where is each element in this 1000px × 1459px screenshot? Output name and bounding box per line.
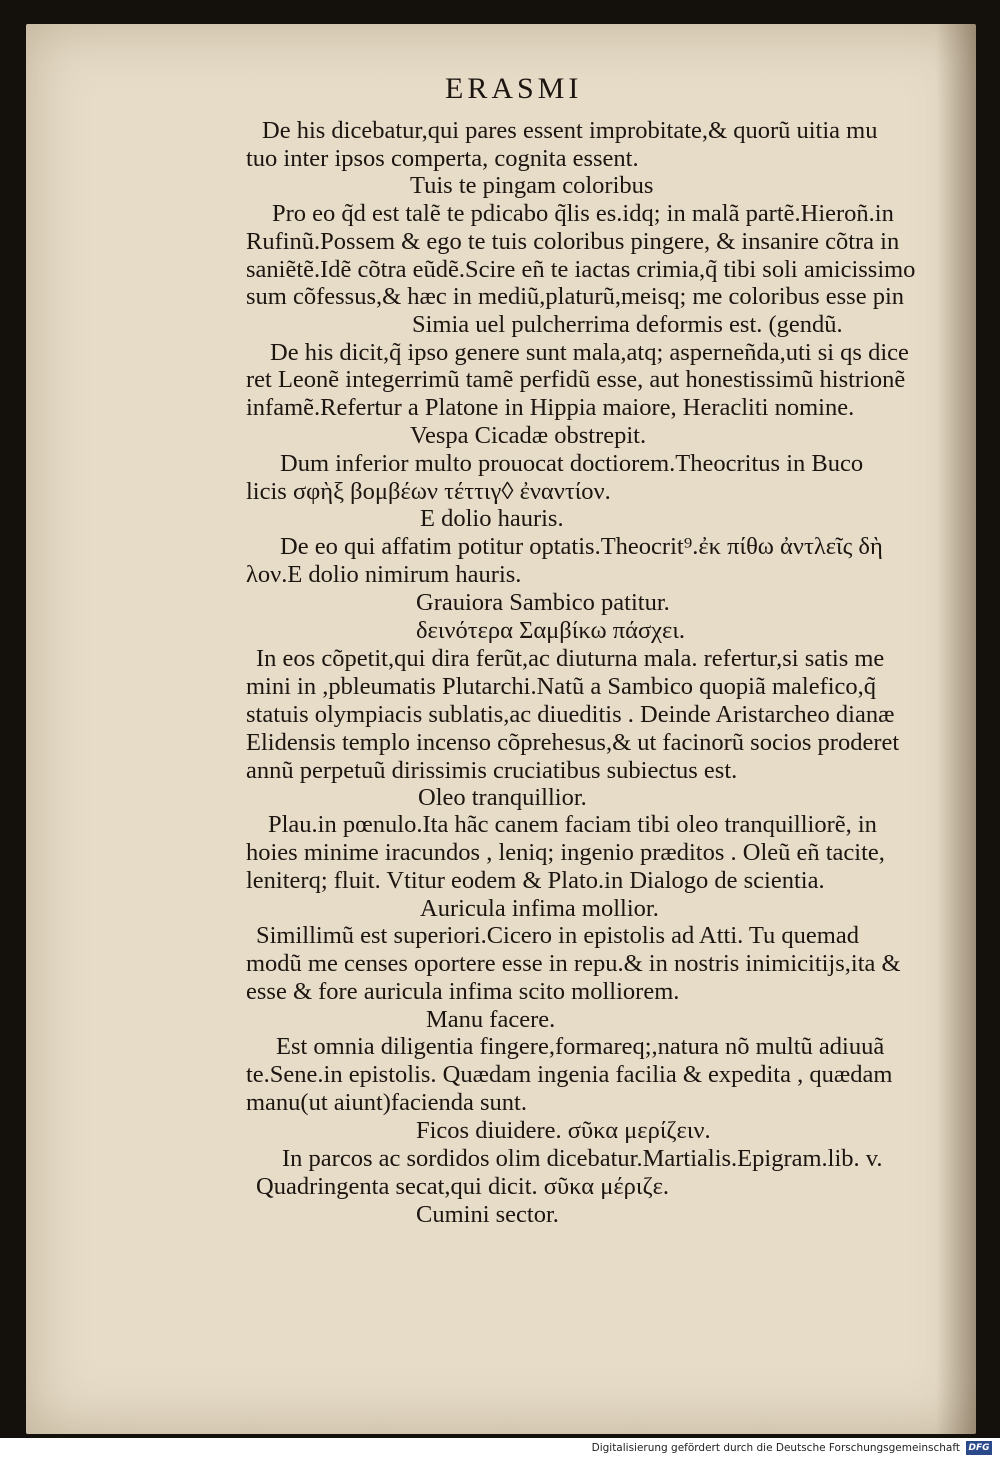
text-line: Dum inferior multo prouocat doctiorem.Theocritus in Buco <box>280 450 864 477</box>
text-line: licis σφὴξ βομβέων τέττιγ◊ ἐναντίον. <box>246 478 611 505</box>
lemma-heading: Tuis te pingam coloribus <box>410 172 654 199</box>
text-line: tuo inter ipsos comperta, cognita essent. <box>246 145 639 172</box>
lemma-heading: Auricula infima mollior. <box>420 895 659 922</box>
text-line: manu(ut aiunt)facienda sunt. <box>246 1089 527 1116</box>
lemma-heading: Manu facere. <box>426 1006 556 1033</box>
running-head: ERASMI <box>445 72 583 105</box>
lemma-heading: Simia uel pulcherrima deformis est. (gendũ. <box>412 311 843 338</box>
text-line: λον.E dolio nimirum hauris. <box>246 561 522 588</box>
lemma-heading: Grauiora Sambico patitur. <box>416 589 670 616</box>
text-line: te.Sene.in epistolis. Quædam ingenia facilia & expedita , quædam <box>246 1061 893 1088</box>
funding-notice: Digitalisierung gefördert durch die Deutsche Forschungsgemeinschaft <box>591 1442 960 1454</box>
text-line: In eos cõpetit,qui dira ferũt,ac diuturna mala. refertur,si satis me <box>256 645 885 672</box>
lemma-heading: Cumini sector. <box>416 1201 559 1228</box>
text-line: Est omnia diligentia fingere,formareq;,natura nõ multũ adiuuã <box>276 1033 885 1060</box>
text-line: annũ perpetuũ dirissimis cruciatibus subiectus est. <box>246 757 738 784</box>
lemma-heading: Vespa Cicadæ obstrepit. <box>410 422 647 449</box>
text-line: De his dicebatur,qui pares essent improbitate,& quorũ uitia mu <box>262 117 878 144</box>
greek-lemma: δεινότερα Σαμβίκω πάσχει. <box>416 617 686 644</box>
text-line: De eo qui affatim potitur optatis.Theocrit⁹.ἐκ πίθω ἀντλεῖς δὴ <box>280 533 883 560</box>
text-line: Rufinũ.Possem & ego te tuis coloribus pingere, & insanire cõtra in <box>246 228 900 255</box>
text-line: In parcos ac sordidos olim dicebatur.Martialis.Epigram.lib. v. <box>282 1145 883 1172</box>
text-line: Plau.in pœnulo.Ita hãc canem faciam tibi oleo tranquilliorẽ, in <box>268 811 877 838</box>
text-line: saniẽtẽ.Idẽ cõtra eũdẽ.Scire eñ te iactas crimia,q̃ tibi soli amicissimo <box>246 256 916 283</box>
text-line: modũ me censes oportere esse in repu.& in nostris inimicitijs,ita & <box>246 950 901 977</box>
text-line: Elidensis templo incenso cõprehesus,& ut facinorũ socios proderet <box>246 729 900 756</box>
text-line: hoies minime iracundos , leniq; ingenio præditos . Oleũ eñ tacite, <box>246 839 885 866</box>
text-line: mini in ,pbleumatis Plutarchi.Natũ a Sambico quopiã malefico,q̃ <box>246 673 877 700</box>
text-line: sum cõfessus,& hæc in mediũ,platurũ,meisq; me coloribus esse pin <box>246 283 905 310</box>
lemma-heading: E dolio hauris. <box>420 505 564 532</box>
lemma-heading: Ficos diuidere. σῦκα μερίζειν. <box>416 1117 711 1144</box>
text-line: statuis olympiacis sublatis,ac diueditis . Deinde Aristarcheo dianæ <box>246 701 895 728</box>
page-gutter-shadow <box>936 24 976 1434</box>
lemma-heading: Oleo tranquillior. <box>418 784 587 811</box>
text-line: Quadringenta secat,qui dicit. σῦκα μέριζε. <box>256 1173 670 1200</box>
text-line: esse & fore auricula infima scito molliorem. <box>246 978 680 1005</box>
text-line: leniterq; fluit. Vtitur eodem & Plato.in Dialogo de scientia. <box>246 867 825 894</box>
text-line: infamẽ.Refertur a Platone in Hippia maiore, Heracliti nomine. <box>246 394 855 421</box>
dfg-logo-icon: DFG <box>966 1441 992 1455</box>
text-line: ret Leonẽ integerrimũ tamẽ perfidũ esse, aut honestissimũ histrionẽ <box>246 366 906 393</box>
text-line: De his dicit,q̃ ipso genere sunt mala,atq; asperneñda,uti si qs dice <box>270 339 909 366</box>
text-line: Simillimũ est superiori.Cicero in epistolis ad Atti. Tu quemad <box>256 922 859 949</box>
text-line: Pro eo q̃d est talẽ te pdicabo q̃lis es.idq; in malã partẽ.Hieroñ.in <box>272 200 894 227</box>
digitization-footer <box>0 1438 1000 1459</box>
